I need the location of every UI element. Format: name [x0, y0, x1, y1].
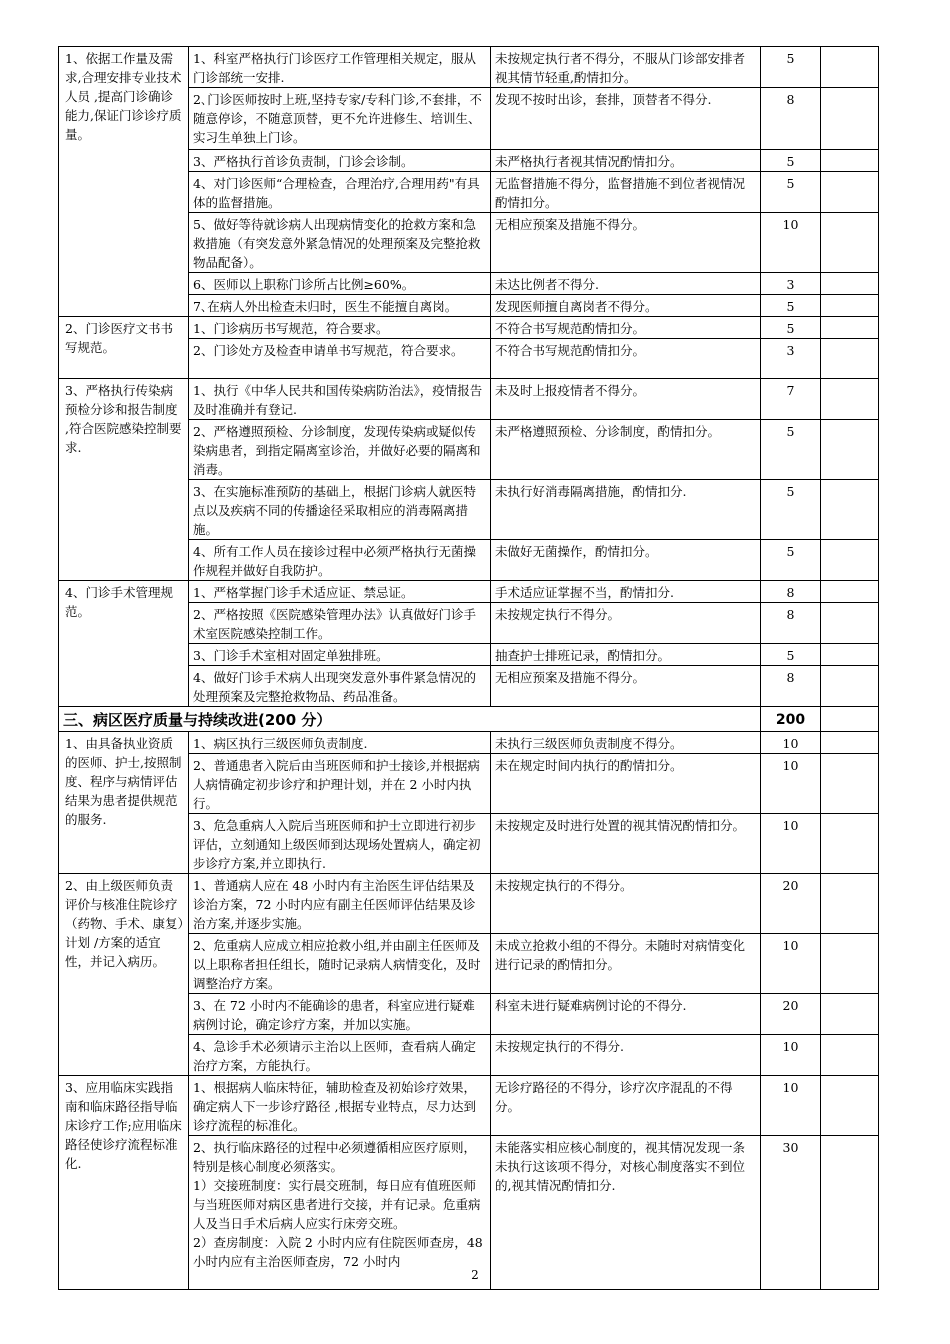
deduction-cell [821, 339, 879, 379]
score-cell: 5 [761, 150, 821, 172]
category-cell: 1、由具备执业资质的医师、护士,按照制度、程序与病情评估结果为患者提供规范的服务. [59, 732, 189, 874]
requirement-cell: 4、做好门诊手术病人出现突发意外事件紧急情况的处理预案及完整抢救物品、药品准备。 [189, 666, 491, 707]
table-row [59, 1076, 879, 1136]
deduction-cell [821, 273, 879, 295]
scoring-rule-cell: 无相应预案及措施不得分。 [491, 213, 761, 273]
scoring-rule-cell: 未按规定执行者不得分，不服从门诊部安排者视其情节轻重,酌情扣分。 [491, 47, 761, 88]
requirement-cell: 6、医师以上职称门诊所占比例≥60%。 [189, 273, 491, 295]
requirement-cell: 1、普通病人应在 48 小时内有主治医生评估结果及诊治方案，72 小时内应有副主任医师评估结果及诊治方案,并逐步实施。 [189, 874, 491, 934]
requirement-cell: 2、严格遵照预检、分诊制度，发现传染病或疑似传染病患者，到指定隔离室诊治，并做好必要的隔离和消毒。 [189, 420, 491, 480]
requirement-cell: 2、危重病人应成立相应抢救小组,并由副主任医师及以上职称者担任组长，随时记录病人病情变化，及时调整治疗方案。 [189, 934, 491, 994]
scoring-rule-cell: 未做好无菌操作，酌情扣分。 [491, 540, 761, 581]
scoring-rule-cell: 手术适应证掌握不当，酌情扣分. [491, 581, 761, 603]
deduction-cell [821, 172, 879, 213]
score-cell: 8 [761, 603, 821, 644]
deduction-cell [821, 150, 879, 172]
scoring-rule-cell: 发现医师擅自离岗者不得分。 [491, 295, 761, 317]
score-cell: 10 [761, 1076, 821, 1136]
scoring-rule-cell: 发现不按时出诊，套排，顶替者不得分. [491, 88, 761, 150]
scoring-rule-cell: 科室未进行疑难病例讨论的不得分. [491, 994, 761, 1035]
score-cell: 10 [761, 934, 821, 994]
score-cell: 5 [761, 295, 821, 317]
scoring-rule-cell: 未严格执行者视其情况酌情扣分。 [491, 150, 761, 172]
deduction-cell [821, 644, 879, 666]
score-cell: 5 [761, 172, 821, 213]
scoring-rule-cell: 未能落实相应核心制度的，视其情况发现一条未执行这该项不得分，对核心制度落实不到位的,视其情况酌情扣分. [491, 1136, 761, 1290]
deduction-cell [821, 994, 879, 1035]
score-cell: 8 [761, 581, 821, 603]
table-row [59, 47, 879, 88]
requirement-cell: 2､门诊医师按时上班,坚持专家/专科门诊,不套排，不随意停诊，不随意顶替，更不允许进修生、培训生、实习生单独上门诊。 [189, 88, 491, 150]
deduction-cell [821, 581, 879, 603]
deduction-cell [821, 666, 879, 707]
requirement-cell: 3、门诊手术室相对固定单独排班。 [189, 644, 491, 666]
deduction-cell [821, 814, 879, 874]
score-cell: 5 [761, 420, 821, 480]
score-cell: 20 [761, 874, 821, 934]
section-header-row [59, 707, 879, 732]
scoring-rule-cell: 未按规定及时进行处置的视其情况酌情扣分。 [491, 814, 761, 874]
scoring-rule-cell: 未及时上报疫情者不得分。 [491, 379, 761, 420]
deduction-cell [821, 707, 879, 732]
score-cell: 7 [761, 379, 821, 420]
requirement-paragraph: 2）查房制度：入院 2 小时内应有住院医师查房，48 小时内应有主治医师查房，72 小时内 [193, 1235, 483, 1269]
score-cell: 10 [761, 213, 821, 273]
requirement-cell: 2、普通患者入院后由当班医师和护士接诊,并根据病人病情确定初步诊疗和护理计划，并在 2 小时内执行。 [189, 754, 491, 814]
requirement-cell: 5、做好等待就诊病人出现病情变化的抢救方案和急救措施（有突发意外紧急情况的处理预案及完整抢救物品配备）。 [189, 213, 491, 273]
score-cell: 10 [761, 1035, 821, 1076]
deduction-cell [821, 1076, 879, 1136]
requirement-cell: 4、所有工作人员在接诊过程中必须严格执行无菌操作规程并做好自我防护。 [189, 540, 491, 581]
deduction-cell [821, 88, 879, 150]
deduction-cell [821, 420, 879, 480]
requirement-cell: 1、严格掌握门诊手术适应证、禁忌证。 [189, 581, 491, 603]
category-cell: 2、门诊医疗文书书写规范。 [59, 317, 189, 379]
score-cell: 5 [761, 644, 821, 666]
score-cell: 3 [761, 339, 821, 379]
scoring-rule-cell: 无相应预案及措施不得分。 [491, 666, 761, 707]
scoring-rule-cell: 无诊疗路径的不得分，诊疗次序混乱的不得分。 [491, 1076, 761, 1136]
deduction-cell [821, 874, 879, 934]
requirement-cell: 3、在 72 小时内不能确诊的患者，科室应进行疑难病例讨论，确定诊疗方案，并加以实施。 [189, 994, 491, 1035]
score-cell: 10 [761, 754, 821, 814]
deduction-cell [821, 732, 879, 754]
table-row [59, 581, 879, 603]
category-cell: 1、依据工作量及需求,合理安排专业技术人员 ,提高门诊确诊能力,保证门诊诊疗质量。 [59, 47, 189, 317]
scoring-rule-cell: 不符合书写规范酌情扣分。 [491, 317, 761, 339]
requirement-paragraph: 2、执行临床路径的过程中必须遵循相应医疗原则，特别是核心制度必须落实。 [193, 1140, 476, 1174]
requirement-cell: 1、根据病人临床特征，辅助检查及初始诊疗效果，确定病人下一步诊疗路径 ,根据专业特点，尽力达到诊疗流程的标准化。 [189, 1076, 491, 1136]
requirement-cell: 2、严格按照《医院感染管理办法》认真做好门诊手术室医院感染控制工作。 [189, 603, 491, 644]
category-cell: 3、严格执行传染病预检分诊和报告制度 ,符合医院感染控制要求. [59, 379, 189, 581]
page-number: 2 [471, 1268, 479, 1282]
score-cell: 3 [761, 273, 821, 295]
scoring-rule-cell: 未在规定时间内执行的酌情扣分。 [491, 754, 761, 814]
deduction-cell [821, 47, 879, 88]
table-row [59, 379, 879, 420]
requirement-cell: 4、对门诊医师“合理检查，合理治疗,合理用药"有具体的监督措施。 [189, 172, 491, 213]
requirement-cell: 3、危急重病人入院后当班医师和护士立即进行初步评估，立刻通知上级医师到达现场处置病人，确定初步诊疗方案,并立即执行. [189, 814, 491, 874]
score-cell: 5 [761, 540, 821, 581]
requirement-cell: 3、严格执行首诊负责制，门诊会诊制。 [189, 150, 491, 172]
deduction-cell [821, 295, 879, 317]
requirement-cell: 3、在实施标准预防的基础上，根据门诊病人就医特点以及疾病不同的传播途径采取相应的消毒隔离措施。 [189, 480, 491, 540]
table-row [59, 874, 879, 934]
score-cell: 8 [761, 88, 821, 150]
scoring-rule-cell: 未严格遵照预检、分诊制度，酌情扣分。 [491, 420, 761, 480]
deduction-cell [821, 540, 879, 581]
deduction-cell [821, 317, 879, 339]
requirement-cell: 2、门诊处方及检查申请单书写规范，符合要求。 [189, 339, 491, 379]
section-title: 三、病区医疗质量与持续改进(200 分） [59, 707, 761, 732]
scoring-table [58, 46, 879, 1290]
category-cell: 4、门诊手术管理规范。 [59, 581, 189, 707]
requirement-cell: 7､在病人外出检查未归时，医生不能擅自离岗。 [189, 295, 491, 317]
scoring-rule-cell: 未按规定执行的不得分. [491, 1035, 761, 1076]
requirement-cell: 1、执行《中华人民共和国传染病防治法》，疫情报告及时准确并有登记. [189, 379, 491, 420]
score-cell: 5 [761, 480, 821, 540]
scoring-rule-cell: 未成立抢救小组的不得分。未随时对病情变化进行记录的酌情扣分。 [491, 934, 761, 994]
score-cell: 10 [761, 814, 821, 874]
deduction-cell [821, 1136, 879, 1290]
requirement-cell: 1、科室严格执行门诊医疗工作管理相关规定，服从门诊部统一安排. [189, 47, 491, 88]
scoring-rule-cell: 未执行三级医师负责制度不得分。 [491, 732, 761, 754]
deduction-cell [821, 213, 879, 273]
score-cell: 10 [761, 732, 821, 754]
requirement-cell: 1、病区执行三级医师负责制度. [189, 732, 491, 754]
score-cell: 5 [761, 47, 821, 88]
scoring-rule-cell: 未达比例者不得分. [491, 273, 761, 295]
deduction-cell [821, 480, 879, 540]
table-row [59, 732, 879, 754]
requirement-cell: 4、急诊手术必须请示主治以上医师，查看病人确定治疗方案，方能执行。 [189, 1035, 491, 1076]
scoring-rule-cell: 不符合书写规范酌情扣分。 [491, 339, 761, 379]
scoring-rule-cell: 未执行好消毒隔离措施，酌情扣分. [491, 480, 761, 540]
scoring-rule-cell: 无监督措施不得分，监督措施不到位者视情况酌情扣分。 [491, 172, 761, 213]
table-row [59, 317, 879, 339]
score-cell: 8 [761, 666, 821, 707]
deduction-cell [821, 1035, 879, 1076]
scoring-rule-cell: 未按规定执行不得分。 [491, 603, 761, 644]
score-cell: 20 [761, 994, 821, 1035]
deduction-cell [821, 934, 879, 994]
scoring-rule-cell: 未按规定执行的不得分。 [491, 874, 761, 934]
category-cell: 2、由上级医师负责评价与核准住院诊疗（药物、手术、康复）计划 /方案的适宜性，并记入病历。 [59, 874, 189, 1076]
deduction-cell [821, 754, 879, 814]
requirement-cell: 1、门诊病历书写规范，符合要求。 [189, 317, 491, 339]
deduction-cell [821, 603, 879, 644]
section-score: 200 [761, 707, 821, 732]
requirement-cell [189, 1136, 491, 1290]
scoring-rule-cell: 抽查护士排班记录，酌情扣分。 [491, 644, 761, 666]
deduction-cell [821, 379, 879, 420]
requirement-paragraph: 1）交接班制度：实行晨交班制，每日应有值班医师与当班医师对病区患者进行交接，并有记录。危重病人及当日手术后病人应实行床旁交班。 [193, 1178, 481, 1231]
score-cell: 5 [761, 317, 821, 339]
score-cell: 30 [761, 1136, 821, 1290]
category-cell: 3、应用临床实践指南和临床路径指导临床诊疗工作;应用临床路径使诊疗流程标准化. [59, 1076, 189, 1290]
